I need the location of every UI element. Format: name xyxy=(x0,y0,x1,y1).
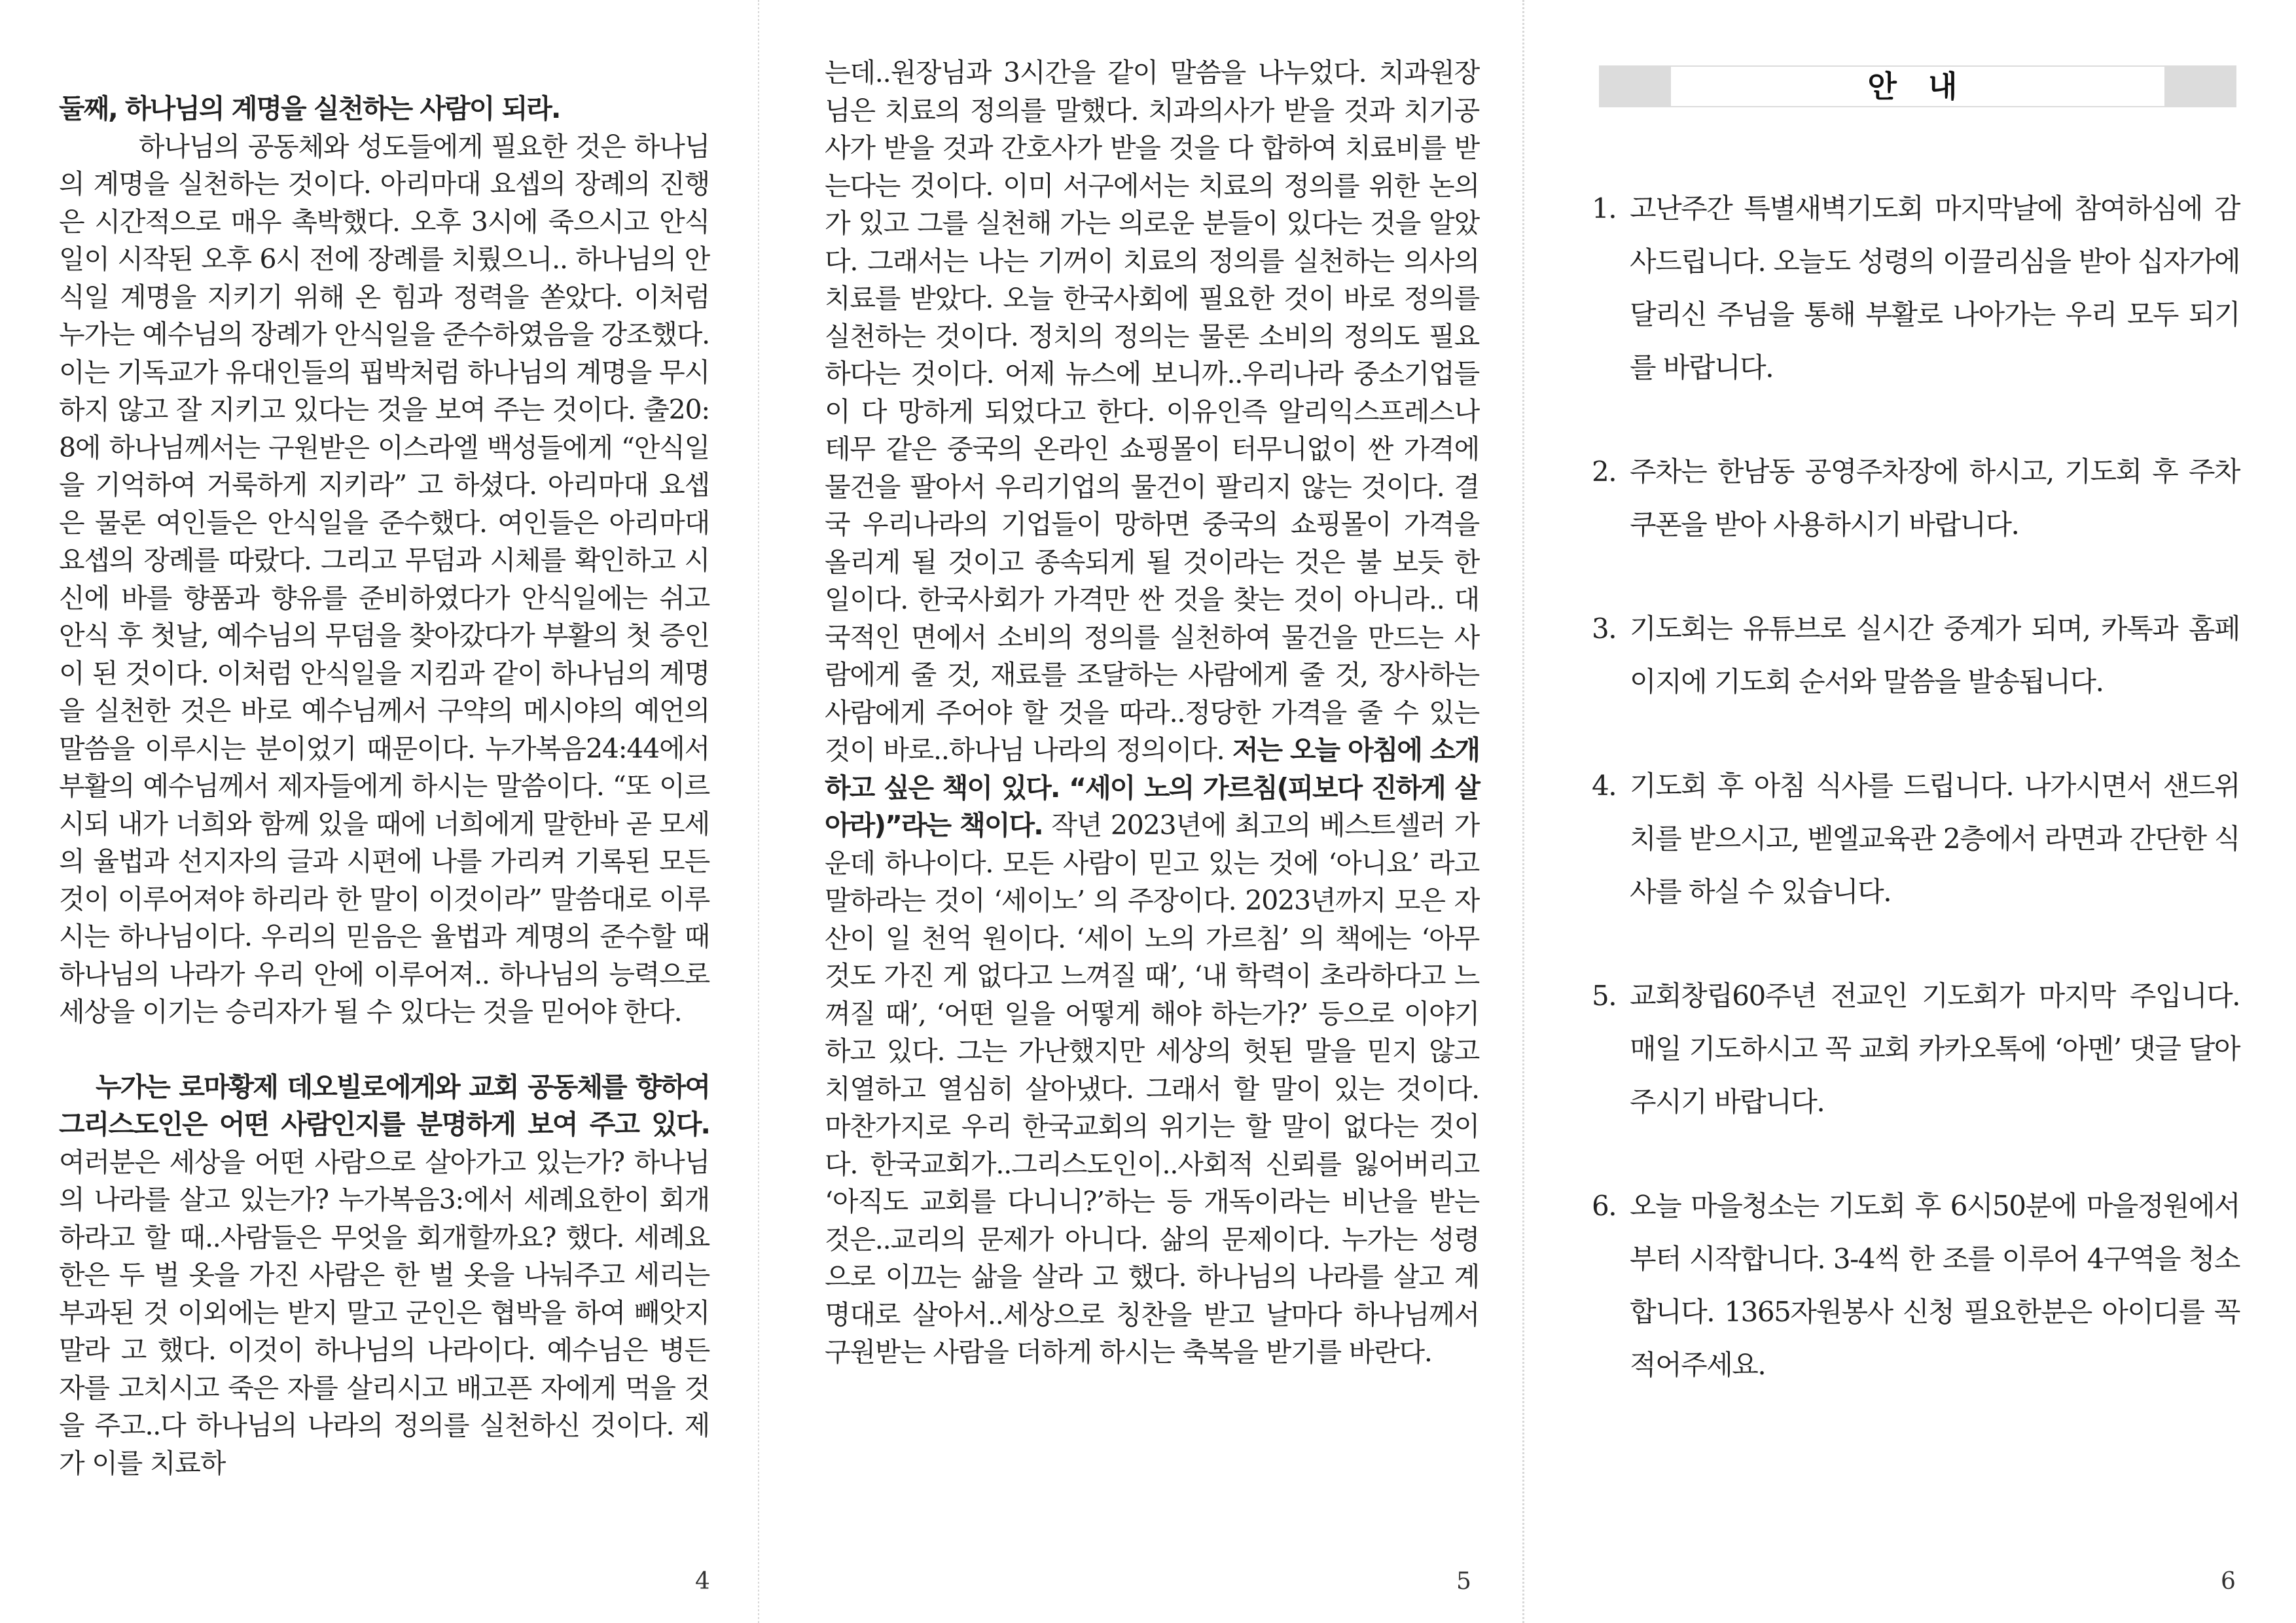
notice-text: 교회창립60주년 전교인 기도회가 마지막 주입니다. 매일 기도하시고 꼭 교회 카카오톡에 ‘아멘’ 댓글 달아 주시기 바랍니다. xyxy=(1630,980,2240,1118)
notice-header-box xyxy=(1671,65,2164,107)
notice-text: 기도회 후 아침 식사를 드립니다. 나가시면서 샌드위치를 받으시고, 벧엘교육관 2층에서 라면과 간단한 식사를 하실 수 있습니다. xyxy=(1630,770,2240,908)
notice-text: 주차는 한남동 공영주차장에 하시고, 기도회 후 주차쿠폰을 받아 사용하시기 바랍니다. xyxy=(1630,455,2240,541)
page-4 xyxy=(0,0,759,1623)
notice-item xyxy=(1592,759,2240,918)
paragraph-text: 는데..원장님과 3시간을 같이 말씀을 나누었다. 치과원장님은 치료의 정의를 말했다. 치과의사가 받을 것과 치기공사가 받을 것과 간호사가 받을 것을 다 합하여 치료비를 받는다는 것이다. 이미 서구에서는 치료의 정의를 위한 논의가 있고 그를 실천해 가는 의로운 분들이 있다는 것을 알았다. 그래서는 나는 기꺼이 치료의 정의를 실천하는 의사의 치료를 받았다. 오늘 한국사회에 필요한 것이 바로 정의를 실천하는 것이다. 정치의 정의는 물론 소비의 정의도 필요하다는 것이다. 어제 뉴스에 보니까..우리나라 중소기업들이 다 망하게 되었다고 한다. 이유인즉 알리익스프레스나 테무 같은 중국의 온라인 쇼핑몰이 터무니없이 싼 가격에 물건을 팔아서 우리기업의 물건이 팔리지 않는 것이다. 결국 우리나라의 기업들이 망하면 중국의 쇼핑몰이 가격을 올리게 될 것이고 종속되게 될 것이라는 것은 불 보듯 한 일이다. 한국사회가 가격만 싼 것을 찾는 것이 아니라.. 대국적인 면에서 소비의 정의를 실천하여 물건을 만드는 사람에게 줄 것, 재료를 조달하는 사람에게 줄 것, 장사하는 사람에게 주어야 할 것을 따라..정당한 가격을 줄 수 있는 것이 바로..하나님 나라의 정의이다. xyxy=(825,57,1479,766)
emphasis-text: 누가는 로마황제 데오빌로에게와 교회 공동체를 향하여 그리스도인은 어떤 사람인지를 분명하게 보여 주고 있다. xyxy=(59,1071,709,1140)
section-heading: 둘째, 하나님의 계명을 실천하는 사람이 되라. xyxy=(59,93,560,124)
notice-item xyxy=(1592,182,2240,394)
notice-number: 5. xyxy=(1592,980,1617,1012)
notice-text: 고난주간 특별새벽기도회 마지막날에 참여하심에 감사드립니다. 오늘도 성령의 이끌리심을 받아 십자가에 달리신 주님을 통해 부활로 나아가는 우리 모두 되기를 바랍니다. xyxy=(1630,192,2240,383)
notice-item xyxy=(1592,445,2240,551)
emphasis-text: 저는 오늘 아침에 소개하고 싶은 책이 있다. “세이 노의 가르침(피보다 진하게 살아라)”라는 책이다. xyxy=(825,734,1479,841)
page-5 xyxy=(759,0,1524,1623)
notice-number: 4. xyxy=(1592,770,1617,802)
paragraph-text: 여러분은 세상을 어떤 사람으로 살아가고 있는가? 하나님의 나라를 살고 있는가? 누가복음3:에서 세례요한이 회개하라고 할 때..사람들은 무엇을 회개할까요? 했다. 세례요한은 두 벌 옷을 가진 사람은 한 벌 옷을 나눠주고 세리는 부과된 것 이외에는 받지 말고 군인은 협박을 하여 빼앗지 말라 고 했다. 이것이 하나님의 나라이다. 예수님은 병든 자를 고치시고 죽은 자를 살리시고 배고픈 자에게 먹을 것을 주고..다 하나님의 나라의 정의를 실천하신 것이다. 제가 이를 치료하 xyxy=(59,1146,709,1479)
notice-header xyxy=(1599,65,2236,107)
page-number: 4 xyxy=(695,1568,710,1595)
paragraph xyxy=(825,54,1479,1372)
paragraph-text: 작년 2023년에 최고의 베스트셀러 가운데 하나이다. 모든 사람이 믿고 있는 것에 ‘아니요’ 라고 말하라는 것이 ‘세이노’ 의 주장이다. 2023년까지 모은 자산이 일 천억 원이다. ‘세이 노의 가르침’ 의 책에는 ‘아무 것도 가진 게 없다고 느껴질 때’, ‘내 학력이 초라하다고 느껴질 때’, ‘어떤 일을 어떻게 해야 하는가?’ 등으로 이야기 하고 있다. 그는 가난했지만 세상의 헛된 말을 믿지 않고 치열하고 열심히 살아냈다. 그래서 할 말이 있는 것이다. 마찬가지로 우리 한국교회의 위기는 할 말이 없다는 것이다. 한국교회가..그리스도인이..사회적 신뢰를 잃어버리고 ‘아직도 교회를 다니니?’하는 등 개독이라는 비난을 받는 것은..교리의 문제가 아니다. 삶의 문제이다. 누가는 성령으로 이끄는 삶을 살라 고 했다. 하나님의 나라를 살고 계명대로 살아서..세상으로 칭찬을 받고 날마다 하나님께서 구원받는 사람을 더하게 하시는 축복을 받기를 바란다. xyxy=(825,810,1480,1368)
notice-title: 안 내 xyxy=(1867,69,1968,104)
page-divider xyxy=(1522,0,1524,1623)
notice-number: 2. xyxy=(1592,455,1617,488)
paragraph: 하나님의 공동체와 성도들에게 필요한 것은 하나님의 계명을 실천하는 것이다. 아리마대 요셉의 장례의 진행은 시간적으로 매우 촉박했다. 오후 3시에 죽으시고 안식일이 시작된 오후 6시 전에 장례를 치뤘으니.. 하나님의 안식일 계명을 지키기 위해 온 힘과 정력을 쏟았다. 이처럼 누가는 예수님의 장례가 안식일을 준수하였음을 강조했다. 이는 기독교가 유대인들의 핍박처럼 하나님의 계명을 무시하지 않고 잘 지키고 있다는 것을 보여 주는 것이다. 출20:8에 하나님께서는 구원받은 이스라엘 백성들에게 “안식일을 기억하여 거룩하게 지키라” 고 하셨다. 아리마대 요셉은 물론 여인들은 안식일을 준수했다. 여인들은 아리마대 요셉의 장례를 따랐다. 그리고 무덤과 시체를 확인하고 시신에 바를 향품과 향유를 준비하였다가 안식일에는 쉬고 안식 후 첫날, 예수님의 무덤을 찾아갔다가 부활의 첫 증인이 된 것이다. 이처럼 안식일을 지킴과 같이 하나님의 계명을 실천한 것은 바로 예수님께서 구약의 메시야의 예언의 말씀을 이루시는 분이었기 때문이다. 누가복음24:44에서 부활의 예수님께서 제자들에게 하시는 말씀이다. “또 이르시되 내가 너희와 함께 있을 때에 너희에게 말한바 곧 모세의 율법과 선지자의 글과 시편에 나를 가리켜 기록된 모든 것이 이루어져야 하리라 한 말이 이것이라” 말씀대로 이루시는 하나님이다. 우리의 믿음은 율법과 계명의 준수할 때 하나님의 나라가 우리 안에 이루어져.. 하나님의 능력으로 세상을 이기는 승리자가 될 수 있다는 것을 믿어야 한다. xyxy=(59,130,709,1027)
notice-item xyxy=(1592,1179,2240,1391)
page-5-body xyxy=(825,54,1479,1372)
notice-item xyxy=(1592,602,2240,708)
page-number: 5 xyxy=(1456,1568,1471,1595)
notice-number: 1. xyxy=(1592,192,1617,224)
notice-text: 오늘 마을청소는 기도회 후 6시50분에 마을정원에서부터 시작합니다. 3-4씩 한 조를 이루어 4구역을 청소합니다. 1365자원봉사 신청 필요한분은 아이디를 꼭 적어주세요. xyxy=(1630,1190,2240,1381)
notice-item xyxy=(1592,969,2240,1128)
notice-list xyxy=(1592,182,2240,1442)
paragraph xyxy=(59,1069,709,1483)
notice-text: 기도회는 유튜브로 실시간 중계가 되며, 카톡과 홈페이지에 기도회 순서와 말씀을 발송됩니다. xyxy=(1630,613,2240,698)
notice-number: 3. xyxy=(1592,613,1617,645)
page-4-body xyxy=(59,90,709,1482)
notice-number: 6. xyxy=(1592,1190,1617,1222)
page-number: 6 xyxy=(2221,1568,2236,1595)
